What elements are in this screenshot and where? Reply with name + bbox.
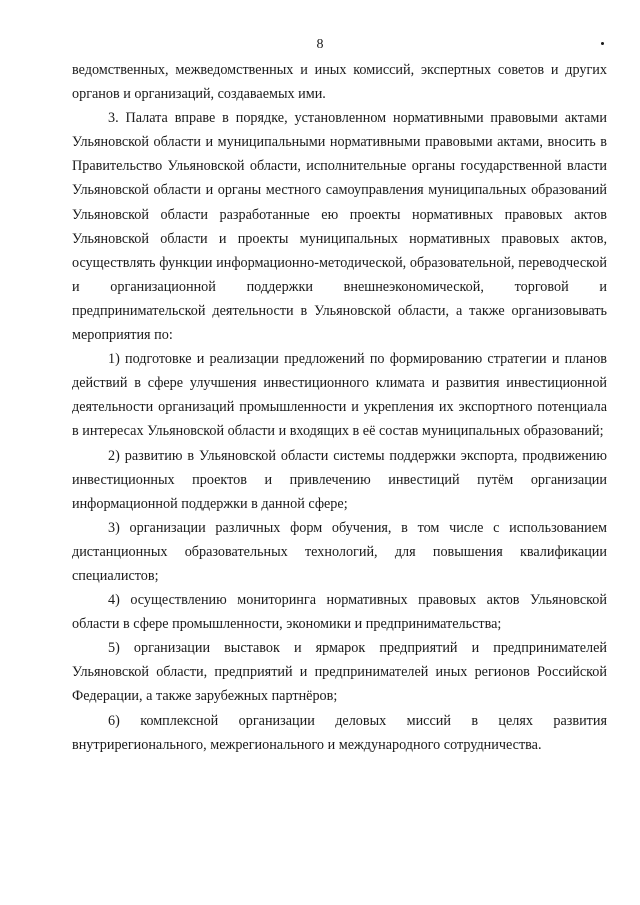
document-body xyxy=(72,58,607,757)
page-number: 8 xyxy=(316,37,324,52)
list-item-6: 6) комплексной организации деловых миссий в целях развития внутрирегионального, межрегионального и международного сотрудничества. xyxy=(72,712,607,753)
list-item-5: 5) организации выставок и ярмарок предприятий и предпринимателей Ульяновской области, предприятий и предпринимателей иных регионов Российской Федерации, а также зарубежных партнёров; xyxy=(72,640,607,705)
list-item-1: 1) подготовке и реализации предложений по формированию стратегии и планов действий в сфере улучшения инвестиционного климата и развития инвестиционной деятельности организаций промышленности и укрепления их экспортного потенциала в интересах Ульяновской области и входящих в её состав муниципальных образований; xyxy=(72,351,607,440)
list-item-4: 4) осуществлению мониторинга нормативных правовых актов Ульяновской области в сфере промышленности, экономики и предпринимательства; xyxy=(72,592,607,633)
paragraph-continuation: ведомственных, межведомственных и иных комиссий, экспертных советов и других органов и организаций, создаваемых ими. xyxy=(72,62,607,103)
list-item-3: 3) организации различных форм обучения, в том числе с использованием дистанционных образовательных технологий, для повышения квалификации специалистов; xyxy=(72,519,607,584)
paragraph-item-3: 3. Палата вправе в порядке, установленном нормативными правовыми актами Ульяновской области и муниципальными нормативными правовыми актами, вносить в Правительство Ульяновской области, исполнительные органы государственной власти Ульяновской области и органы местного самоуправления муниципальных образований Ульяновской области разработанные ею проекты нормативных правовых актов Ульяновской области и проекты муниципальных нормативных правовых актов, осуществлять функции информационно-методической, образовательной, переводческой и организационной поддержки внешнеэкономической, торговой и предпринимательской деятельности в Ульяновской области, а также организовывать мероприятия по: xyxy=(72,110,607,344)
list-item-2: 2) развитию в Ульяновской области системы поддержки экспорта, продвижению инвестиционных проектов и привлечению инвестиций путём организации информационной поддержки в данной сфере; xyxy=(72,447,607,512)
scan-dot-mark xyxy=(601,42,604,45)
